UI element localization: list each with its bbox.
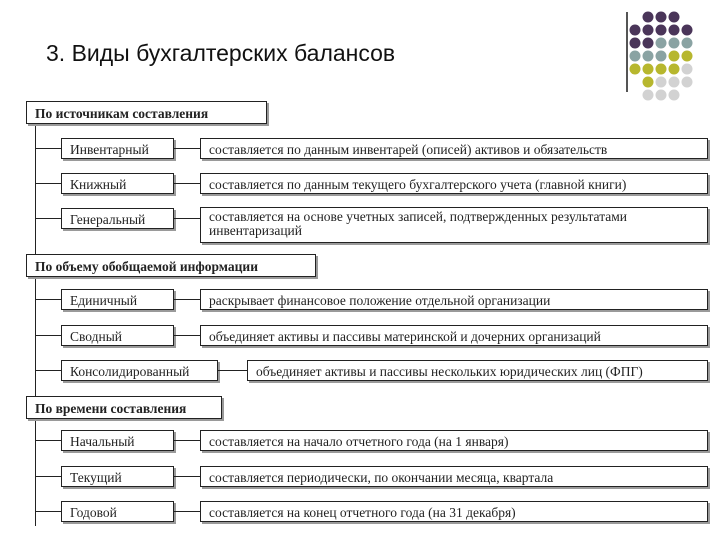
connector-line <box>174 299 200 300</box>
type-box-consolidated: Консолидированный <box>61 360 218 381</box>
connector-line <box>35 183 61 184</box>
connector-line <box>35 370 61 371</box>
connector-line <box>35 335 61 336</box>
group-header-sources: По источникам составления <box>26 101 267 124</box>
connector-line <box>35 299 61 300</box>
connector-line <box>35 148 61 149</box>
type-box-initial: Начальный <box>61 430 174 451</box>
description-box-general: составляется на основе учетных записей, подтвержденных результатами инвентаризаций <box>200 207 708 243</box>
connector-line <box>218 370 247 371</box>
description-box-summary: объединяет активы и пассивы материнской и дочерних организаций <box>200 325 708 346</box>
type-box-book: Книжный <box>61 173 174 194</box>
connector-line <box>174 148 200 149</box>
description-box-current: составляется периодически, по окончании месяца, квартала <box>200 466 708 487</box>
group-header-time: По времени составления <box>26 396 222 419</box>
diagram-spine-line <box>35 124 36 526</box>
slide-title: 3. Виды бухгалтерских балансов <box>46 40 396 66</box>
type-box-summary: Сводный <box>61 325 174 346</box>
description-box-consolidated: объединяет активы и пассивы нескольких юридических лиц (ФПГ) <box>247 360 708 381</box>
connector-line <box>35 440 61 441</box>
group-header-volume: По объему обобщаемой информации <box>26 254 316 277</box>
description-box-book: составляется по данным текущего бухгалтерского учета (главной книги) <box>200 173 708 194</box>
connector-line <box>174 183 200 184</box>
connector-line <box>174 440 200 441</box>
connector-line <box>35 476 61 477</box>
description-box-inventory: составляется по данным инвентарей (описей) активов и обязательств <box>200 138 708 159</box>
description-box-initial: составляется на начало отчетного года (на 1 января) <box>200 430 708 451</box>
connector-line <box>35 218 61 219</box>
connector-line <box>174 218 200 219</box>
type-box-general: Генеральный <box>61 208 174 229</box>
description-box-annual: составляется на конец отчетного года (на 31 декабря) <box>200 501 708 522</box>
connector-line <box>174 511 200 512</box>
type-box-single: Единичный <box>61 289 174 310</box>
connector-line <box>35 511 61 512</box>
connector-line <box>174 335 200 336</box>
type-box-inventory: Инвентарный <box>61 138 174 159</box>
description-box-single: раскрывает финансовое положение отдельной организации <box>200 289 708 310</box>
connector-line <box>174 476 200 477</box>
type-box-current: Текущий <box>61 466 174 487</box>
type-box-annual: Годовой <box>61 501 174 522</box>
